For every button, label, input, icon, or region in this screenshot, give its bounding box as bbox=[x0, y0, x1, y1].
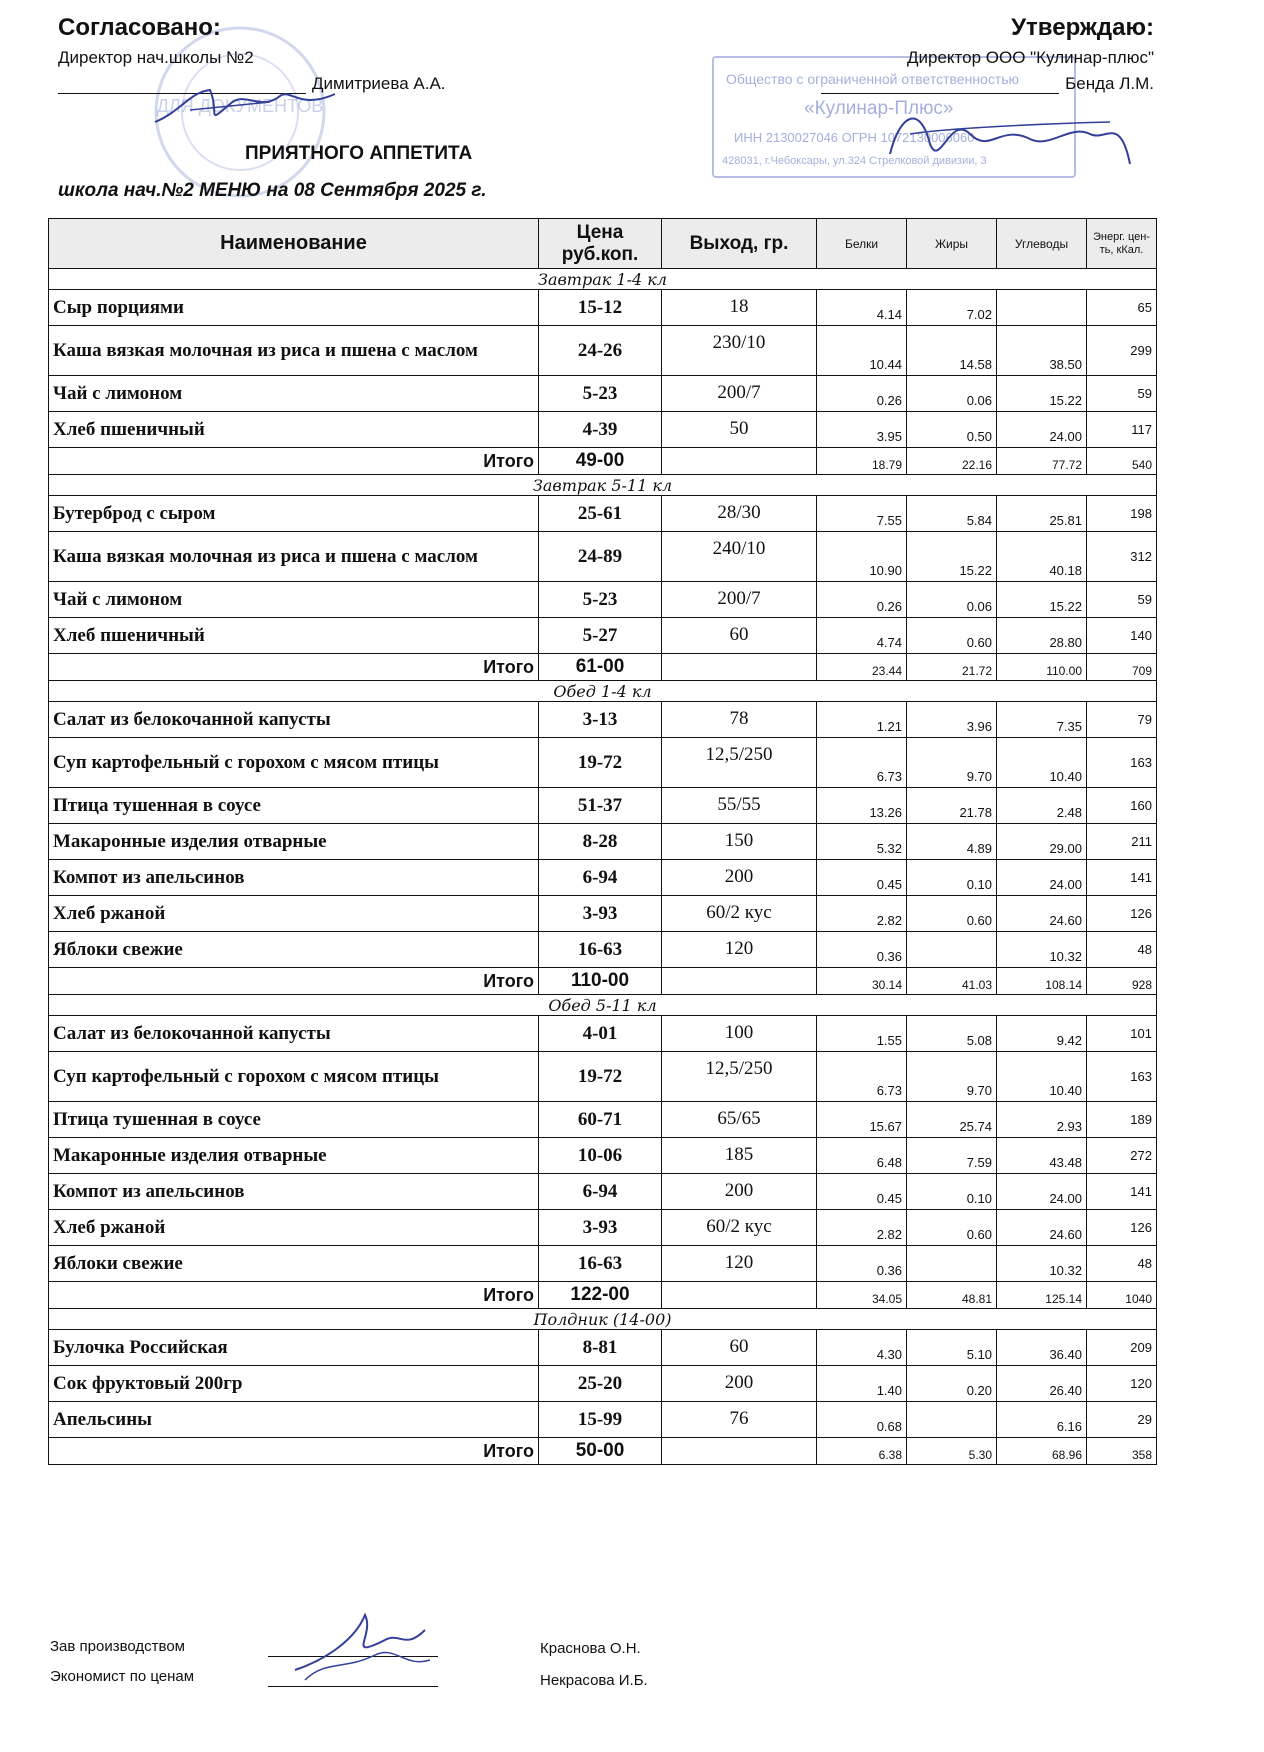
dish-protein: 2.82 bbox=[817, 896, 907, 932]
dish-fat: 0.60 bbox=[907, 1210, 997, 1246]
total-price: 122-00 bbox=[539, 1282, 662, 1309]
dish-fat: 5.84 bbox=[907, 496, 997, 532]
dish-output: 78 bbox=[662, 702, 817, 738]
dish-kcal: 65 bbox=[1087, 290, 1157, 326]
dish-carbs: 2.93 bbox=[997, 1102, 1087, 1138]
footer-signature bbox=[285, 1610, 435, 1688]
total-protein: 30.14 bbox=[817, 968, 907, 995]
dish-output: 12,5/250 bbox=[662, 738, 817, 788]
dish-name: Хлеб ржаной bbox=[49, 1210, 539, 1246]
dish-price: 51-37 bbox=[539, 788, 662, 824]
dish-name: Каша вязкая молочная из риса и пшена с маслом bbox=[49, 326, 539, 376]
footer-name-1: Краснова О.Н. bbox=[540, 1640, 641, 1657]
table-row bbox=[49, 1402, 1157, 1438]
dish-price: 5-23 bbox=[539, 376, 662, 412]
section-row bbox=[49, 1309, 1157, 1330]
dish-price: 19-72 bbox=[539, 1052, 662, 1102]
dish-fat: 9.70 bbox=[907, 738, 997, 788]
dish-name: Хлеб ржаной bbox=[49, 896, 539, 932]
table-row bbox=[49, 932, 1157, 968]
dish-output: 60 bbox=[662, 1330, 817, 1366]
dish-kcal: 140 bbox=[1087, 618, 1157, 654]
dish-kcal: 120 bbox=[1087, 1366, 1157, 1402]
total-price: 49-00 bbox=[539, 448, 662, 475]
approval-block bbox=[58, 14, 446, 94]
section-title: Обед 1-4 кл bbox=[49, 681, 1157, 702]
table-row bbox=[49, 1174, 1157, 1210]
confirm-title: Утверждаю: bbox=[1011, 14, 1154, 41]
dish-protein: 5.32 bbox=[817, 824, 907, 860]
dish-price: 24-26 bbox=[539, 326, 662, 376]
dish-output: 200 bbox=[662, 1366, 817, 1402]
dish-protein: 0.45 bbox=[817, 860, 907, 896]
total-kcal: 709 bbox=[1087, 654, 1157, 681]
dish-kcal: 141 bbox=[1087, 860, 1157, 896]
dish-output: 65/65 bbox=[662, 1102, 817, 1138]
appetit-heading: ПРИЯТНОГО АППЕТИТА bbox=[245, 143, 473, 164]
dish-name: Салат из белокочанной капусты bbox=[49, 702, 539, 738]
table-row bbox=[49, 376, 1157, 412]
total-fat: 22.16 bbox=[907, 448, 997, 475]
total-kcal: 358 bbox=[1087, 1438, 1157, 1465]
signature-underline bbox=[58, 79, 306, 94]
dish-name: Булочка Российская bbox=[49, 1330, 539, 1366]
dish-protein: 3.95 bbox=[817, 412, 907, 448]
table-row bbox=[49, 618, 1157, 654]
dish-kcal: 163 bbox=[1087, 1052, 1157, 1102]
dish-fat: 4.89 bbox=[907, 824, 997, 860]
dish-name: Хлеб пшеничный bbox=[49, 412, 539, 448]
dish-protein: 0.26 bbox=[817, 582, 907, 618]
total-price: 50-00 bbox=[539, 1438, 662, 1465]
dish-output: 76 bbox=[662, 1402, 817, 1438]
dish-name: Птица тушенная в соусе bbox=[49, 1102, 539, 1138]
signature-underline bbox=[821, 79, 1059, 94]
dish-carbs: 15.22 bbox=[997, 376, 1087, 412]
footer-name-2: Некрасова И.Б. bbox=[540, 1672, 648, 1689]
dish-name: Апельсины bbox=[49, 1402, 539, 1438]
dish-price: 4-01 bbox=[539, 1016, 662, 1052]
table-row bbox=[49, 1016, 1157, 1052]
approver-signature-line bbox=[58, 74, 446, 94]
dish-protein: 0.36 bbox=[817, 932, 907, 968]
dish-carbs: 24.00 bbox=[997, 860, 1087, 896]
total-output-empty bbox=[662, 1438, 817, 1465]
dish-carbs: 24.00 bbox=[997, 1174, 1087, 1210]
dish-output: 200/7 bbox=[662, 582, 817, 618]
total-protein: 34.05 bbox=[817, 1282, 907, 1309]
dish-output: 60/2 кус bbox=[662, 896, 817, 932]
dish-name: Сыр порциями bbox=[49, 290, 539, 326]
dish-fat: 0.10 bbox=[907, 1174, 997, 1210]
confirmation-block bbox=[821, 14, 1154, 94]
dish-carbs: 26.40 bbox=[997, 1366, 1087, 1402]
dish-fat bbox=[907, 1246, 997, 1282]
table-row bbox=[49, 788, 1157, 824]
dish-fat: 0.60 bbox=[907, 618, 997, 654]
total-fat: 21.72 bbox=[907, 654, 997, 681]
table-row bbox=[49, 1138, 1157, 1174]
table-row bbox=[49, 582, 1157, 618]
total-protein: 18.79 bbox=[817, 448, 907, 475]
dish-carbs: 28.80 bbox=[997, 618, 1087, 654]
dish-protein: 13.26 bbox=[817, 788, 907, 824]
total-price: 61-00 bbox=[539, 654, 662, 681]
col-name-header: Наименование bbox=[49, 219, 539, 269]
dish-kcal: 209 bbox=[1087, 1330, 1157, 1366]
total-kcal: 1040 bbox=[1087, 1282, 1157, 1309]
dish-protein: 10.44 bbox=[817, 326, 907, 376]
total-carbs: 68.96 bbox=[997, 1438, 1087, 1465]
dish-name: Яблоки свежие bbox=[49, 932, 539, 968]
col-price-header: Цена руб.коп. bbox=[539, 219, 662, 269]
total-row bbox=[49, 448, 1157, 475]
total-carbs: 108.14 bbox=[997, 968, 1087, 995]
total-protein: 23.44 bbox=[817, 654, 907, 681]
dish-kcal: 126 bbox=[1087, 896, 1157, 932]
dish-protein: 1.55 bbox=[817, 1016, 907, 1052]
dish-fat bbox=[907, 932, 997, 968]
dish-protein: 4.14 bbox=[817, 290, 907, 326]
dish-output: 200 bbox=[662, 1174, 817, 1210]
dish-output: 150 bbox=[662, 824, 817, 860]
table-row bbox=[49, 1246, 1157, 1282]
dish-fat: 7.02 bbox=[907, 290, 997, 326]
dish-protein: 1.21 bbox=[817, 702, 907, 738]
dish-kcal: 79 bbox=[1087, 702, 1157, 738]
footer-role-1: Зав производством bbox=[50, 1638, 185, 1655]
dish-kcal: 211 bbox=[1087, 824, 1157, 860]
total-label: Итого bbox=[49, 968, 539, 995]
menu-table bbox=[48, 218, 1157, 1465]
dish-name: Яблоки свежие bbox=[49, 1246, 539, 1282]
table-row bbox=[49, 896, 1157, 932]
table-row bbox=[49, 326, 1157, 376]
stamp-line-4: 428031, г.Чебоксары, ул.324 Стрелковой дивизии, 3 bbox=[722, 155, 987, 167]
menu-subtitle: школа нач.№2 МЕНЮ на 08 Сентября 2025 г. bbox=[58, 180, 487, 201]
dish-output: 230/10 bbox=[662, 326, 817, 376]
dish-output: 240/10 bbox=[662, 532, 817, 582]
dish-carbs: 24.60 bbox=[997, 1210, 1087, 1246]
dish-carbs: 24.60 bbox=[997, 896, 1087, 932]
table-row bbox=[49, 1052, 1157, 1102]
dish-fat: 0.20 bbox=[907, 1366, 997, 1402]
dish-price: 5-23 bbox=[539, 582, 662, 618]
dish-output: 200/7 bbox=[662, 376, 817, 412]
total-protein: 6.38 bbox=[817, 1438, 907, 1465]
dish-price: 19-72 bbox=[539, 738, 662, 788]
dish-price: 10-06 bbox=[539, 1138, 662, 1174]
dish-fat: 9.70 bbox=[907, 1052, 997, 1102]
confirmer-signature-line bbox=[821, 74, 1154, 94]
dish-kcal: 29 bbox=[1087, 1402, 1157, 1438]
col-energy-header: Энерг. цен-ть, кКал. bbox=[1087, 219, 1157, 269]
dish-carbs: 24.00 bbox=[997, 412, 1087, 448]
dish-fat: 14.58 bbox=[907, 326, 997, 376]
dish-kcal: 59 bbox=[1087, 582, 1157, 618]
dish-name: Бутерброд с сыром bbox=[49, 496, 539, 532]
dish-output: 55/55 bbox=[662, 788, 817, 824]
dish-protein: 0.36 bbox=[817, 1246, 907, 1282]
table-row bbox=[49, 1330, 1157, 1366]
approver-name: Димитриева А.А. bbox=[312, 74, 446, 93]
total-price: 110-00 bbox=[539, 968, 662, 995]
section-title: Завтрак 1-4 кл bbox=[49, 269, 1157, 290]
dish-output: 50 bbox=[662, 412, 817, 448]
dish-output: 60/2 кус bbox=[662, 1210, 817, 1246]
dish-fat: 21.78 bbox=[907, 788, 997, 824]
dish-kcal: 101 bbox=[1087, 1016, 1157, 1052]
table-header-row bbox=[49, 219, 1157, 269]
dish-output: 12,5/250 bbox=[662, 1052, 817, 1102]
dish-price: 8-81 bbox=[539, 1330, 662, 1366]
total-row bbox=[49, 1438, 1157, 1465]
table-row bbox=[49, 412, 1157, 448]
dish-kcal: 272 bbox=[1087, 1138, 1157, 1174]
dish-name: Хлеб пшеничный bbox=[49, 618, 539, 654]
table-row bbox=[49, 532, 1157, 582]
col-protein-header: Белки bbox=[817, 219, 907, 269]
dish-price: 3-93 bbox=[539, 1210, 662, 1246]
dish-kcal: 163 bbox=[1087, 738, 1157, 788]
manager-signature bbox=[880, 94, 1140, 178]
dish-kcal: 48 bbox=[1087, 932, 1157, 968]
approver-position: Директор нач.школы №2 bbox=[58, 48, 254, 67]
dish-name: Чай с лимоном bbox=[49, 582, 539, 618]
dish-protein: 6.48 bbox=[817, 1138, 907, 1174]
dish-carbs: 7.35 bbox=[997, 702, 1087, 738]
dish-fat: 0.10 bbox=[907, 860, 997, 896]
dish-output: 28/30 bbox=[662, 496, 817, 532]
total-kcal: 928 bbox=[1087, 968, 1157, 995]
section-row bbox=[49, 269, 1157, 290]
col-output-header: Выход, гр. bbox=[662, 219, 817, 269]
total-output-empty bbox=[662, 968, 817, 995]
dish-output: 60 bbox=[662, 618, 817, 654]
total-label: Итого bbox=[49, 1282, 539, 1309]
dish-carbs: 43.48 bbox=[997, 1138, 1087, 1174]
total-label: Итого bbox=[49, 448, 539, 475]
dish-protein: 1.40 bbox=[817, 1366, 907, 1402]
dish-carbs: 10.40 bbox=[997, 738, 1087, 788]
dish-protein: 2.82 bbox=[817, 1210, 907, 1246]
table-row bbox=[49, 290, 1157, 326]
dish-price: 16-63 bbox=[539, 1246, 662, 1282]
dish-name: Макаронные изделия отварные bbox=[49, 824, 539, 860]
dish-fat: 25.74 bbox=[907, 1102, 997, 1138]
dish-price: 60-71 bbox=[539, 1102, 662, 1138]
footer-sign-line-2 bbox=[268, 1686, 438, 1687]
approved-title: Согласовано: bbox=[58, 14, 221, 41]
total-carbs: 110.00 bbox=[997, 654, 1087, 681]
dish-protein: 10.90 bbox=[817, 532, 907, 582]
dish-kcal: 126 bbox=[1087, 1210, 1157, 1246]
dish-carbs: 10.32 bbox=[997, 932, 1087, 968]
dish-price: 4-39 bbox=[539, 412, 662, 448]
dish-carbs bbox=[997, 290, 1087, 326]
dish-price: 24-89 bbox=[539, 532, 662, 582]
dish-carbs: 6.16 bbox=[997, 1402, 1087, 1438]
dish-fat: 5.10 bbox=[907, 1330, 997, 1366]
total-label: Итого bbox=[49, 1438, 539, 1465]
dish-name: Чай с лимоном bbox=[49, 376, 539, 412]
dish-name: Птица тушенная в соусе bbox=[49, 788, 539, 824]
dish-name: Салат из белокочанной капусты bbox=[49, 1016, 539, 1052]
total-row bbox=[49, 968, 1157, 995]
dish-output: 120 bbox=[662, 1246, 817, 1282]
dish-protein: 4.30 bbox=[817, 1330, 907, 1366]
dish-output: 185 bbox=[662, 1138, 817, 1174]
dish-price: 6-94 bbox=[539, 860, 662, 896]
total-kcal: 540 bbox=[1087, 448, 1157, 475]
table-row bbox=[49, 824, 1157, 860]
dish-protein: 15.67 bbox=[817, 1102, 907, 1138]
dish-name: Компот из апельсинов bbox=[49, 860, 539, 896]
table-row bbox=[49, 1366, 1157, 1402]
dish-name: Каша вязкая молочная из риса и пшена с маслом bbox=[49, 532, 539, 582]
dish-kcal: 198 bbox=[1087, 496, 1157, 532]
dish-protein: 0.45 bbox=[817, 1174, 907, 1210]
dish-kcal: 189 bbox=[1087, 1102, 1157, 1138]
dish-kcal: 299 bbox=[1087, 326, 1157, 376]
dish-price: 3-93 bbox=[539, 896, 662, 932]
dish-kcal: 59 bbox=[1087, 376, 1157, 412]
dish-kcal: 312 bbox=[1087, 532, 1157, 582]
total-carbs: 77.72 bbox=[997, 448, 1087, 475]
section-title: Обед 5-11 кл bbox=[49, 995, 1157, 1016]
dish-name: Сок фруктовый 200гр bbox=[49, 1366, 539, 1402]
dish-price: 3-13 bbox=[539, 702, 662, 738]
total-output-empty bbox=[662, 1282, 817, 1309]
dish-fat: 5.08 bbox=[907, 1016, 997, 1052]
dish-carbs: 38.50 bbox=[997, 326, 1087, 376]
dish-fat bbox=[907, 1402, 997, 1438]
total-fat: 41.03 bbox=[907, 968, 997, 995]
dish-protein: 7.55 bbox=[817, 496, 907, 532]
dish-name: Компот из апельсинов bbox=[49, 1174, 539, 1210]
dish-protein: 6.73 bbox=[817, 1052, 907, 1102]
total-row bbox=[49, 654, 1157, 681]
dish-name: Макаронные изделия отварные bbox=[49, 1138, 539, 1174]
section-title: Полдник (14-00) bbox=[49, 1309, 1157, 1330]
total-fat: 5.30 bbox=[907, 1438, 997, 1465]
dish-fat: 0.60 bbox=[907, 896, 997, 932]
table-row bbox=[49, 496, 1157, 532]
total-fat: 48.81 bbox=[907, 1282, 997, 1309]
total-carbs: 125.14 bbox=[997, 1282, 1087, 1309]
total-label: Итого bbox=[49, 654, 539, 681]
dish-carbs: 29.00 bbox=[997, 824, 1087, 860]
dish-carbs: 2.48 bbox=[997, 788, 1087, 824]
section-row bbox=[49, 475, 1157, 496]
dish-carbs: 10.32 bbox=[997, 1246, 1087, 1282]
table-row bbox=[49, 860, 1157, 896]
dish-fat: 15.22 bbox=[907, 532, 997, 582]
section-row bbox=[49, 681, 1157, 702]
section-row bbox=[49, 995, 1157, 1016]
col-fat-header: Жиры bbox=[907, 219, 997, 269]
dish-kcal: 48 bbox=[1087, 1246, 1157, 1282]
table-row bbox=[49, 1102, 1157, 1138]
dish-price: 6-94 bbox=[539, 1174, 662, 1210]
table-row bbox=[49, 738, 1157, 788]
footer-sign-line-1 bbox=[268, 1656, 438, 1657]
dish-carbs: 25.81 bbox=[997, 496, 1087, 532]
stamp-line-3: ИНН 2130027046 ОГРН 1072130006060 bbox=[734, 130, 975, 145]
dish-price: 25-20 bbox=[539, 1366, 662, 1402]
dish-protein: 0.68 bbox=[817, 1402, 907, 1438]
col-carbs-header: Углеводы bbox=[997, 219, 1087, 269]
dish-carbs: 9.42 bbox=[997, 1016, 1087, 1052]
dish-carbs: 36.40 bbox=[997, 1330, 1087, 1366]
dish-fat: 0.06 bbox=[907, 582, 997, 618]
dish-protein: 6.73 bbox=[817, 738, 907, 788]
dish-price: 5-27 bbox=[539, 618, 662, 654]
section-title: Завтрак 5-11 кл bbox=[49, 475, 1157, 496]
dish-price: 8-28 bbox=[539, 824, 662, 860]
dish-carbs: 15.22 bbox=[997, 582, 1087, 618]
total-output-empty bbox=[662, 654, 817, 681]
dish-output: 200 bbox=[662, 860, 817, 896]
total-output-empty bbox=[662, 448, 817, 475]
confirmer-position: Директор ООО "Кулинар-плюс" bbox=[906, 48, 1154, 67]
dish-price: 25-61 bbox=[539, 496, 662, 532]
table-row bbox=[49, 1210, 1157, 1246]
dish-protein: 0.26 bbox=[817, 376, 907, 412]
dish-kcal: 141 bbox=[1087, 1174, 1157, 1210]
dish-fat: 0.06 bbox=[907, 376, 997, 412]
dish-price: 16-63 bbox=[539, 932, 662, 968]
dish-carbs: 40.18 bbox=[997, 532, 1087, 582]
dish-carbs: 10.40 bbox=[997, 1052, 1087, 1102]
dish-price: 15-12 bbox=[539, 290, 662, 326]
dish-output: 100 bbox=[662, 1016, 817, 1052]
dish-kcal: 117 bbox=[1087, 412, 1157, 448]
stamp-line-1: Общество с ограниченной ответственностью bbox=[726, 71, 1020, 87]
round-stamp-text: ДЛЯ ДОКУМЕНТОВ bbox=[156, 96, 324, 116]
dish-name: Суп картофельный с горохом с мясом птицы bbox=[49, 1052, 539, 1102]
dish-output: 120 bbox=[662, 932, 817, 968]
table-row bbox=[49, 702, 1157, 738]
total-row bbox=[49, 1282, 1157, 1309]
dish-protein: 4.74 bbox=[817, 618, 907, 654]
footer-role-2: Экономист по ценам bbox=[50, 1668, 195, 1685]
dish-output: 18 bbox=[662, 290, 817, 326]
dish-fat: 0.50 bbox=[907, 412, 997, 448]
stamp-line-2: «Кулинар-Плюс» bbox=[804, 98, 954, 119]
dish-fat: 7.59 bbox=[907, 1138, 997, 1174]
confirmer-name: Бенда Л.М. bbox=[1065, 74, 1154, 93]
dish-name: Суп картофельный с горохом с мясом птицы bbox=[49, 738, 539, 788]
dish-price: 15-99 bbox=[539, 1402, 662, 1438]
dish-kcal: 160 bbox=[1087, 788, 1157, 824]
dish-fat: 3.96 bbox=[907, 702, 997, 738]
